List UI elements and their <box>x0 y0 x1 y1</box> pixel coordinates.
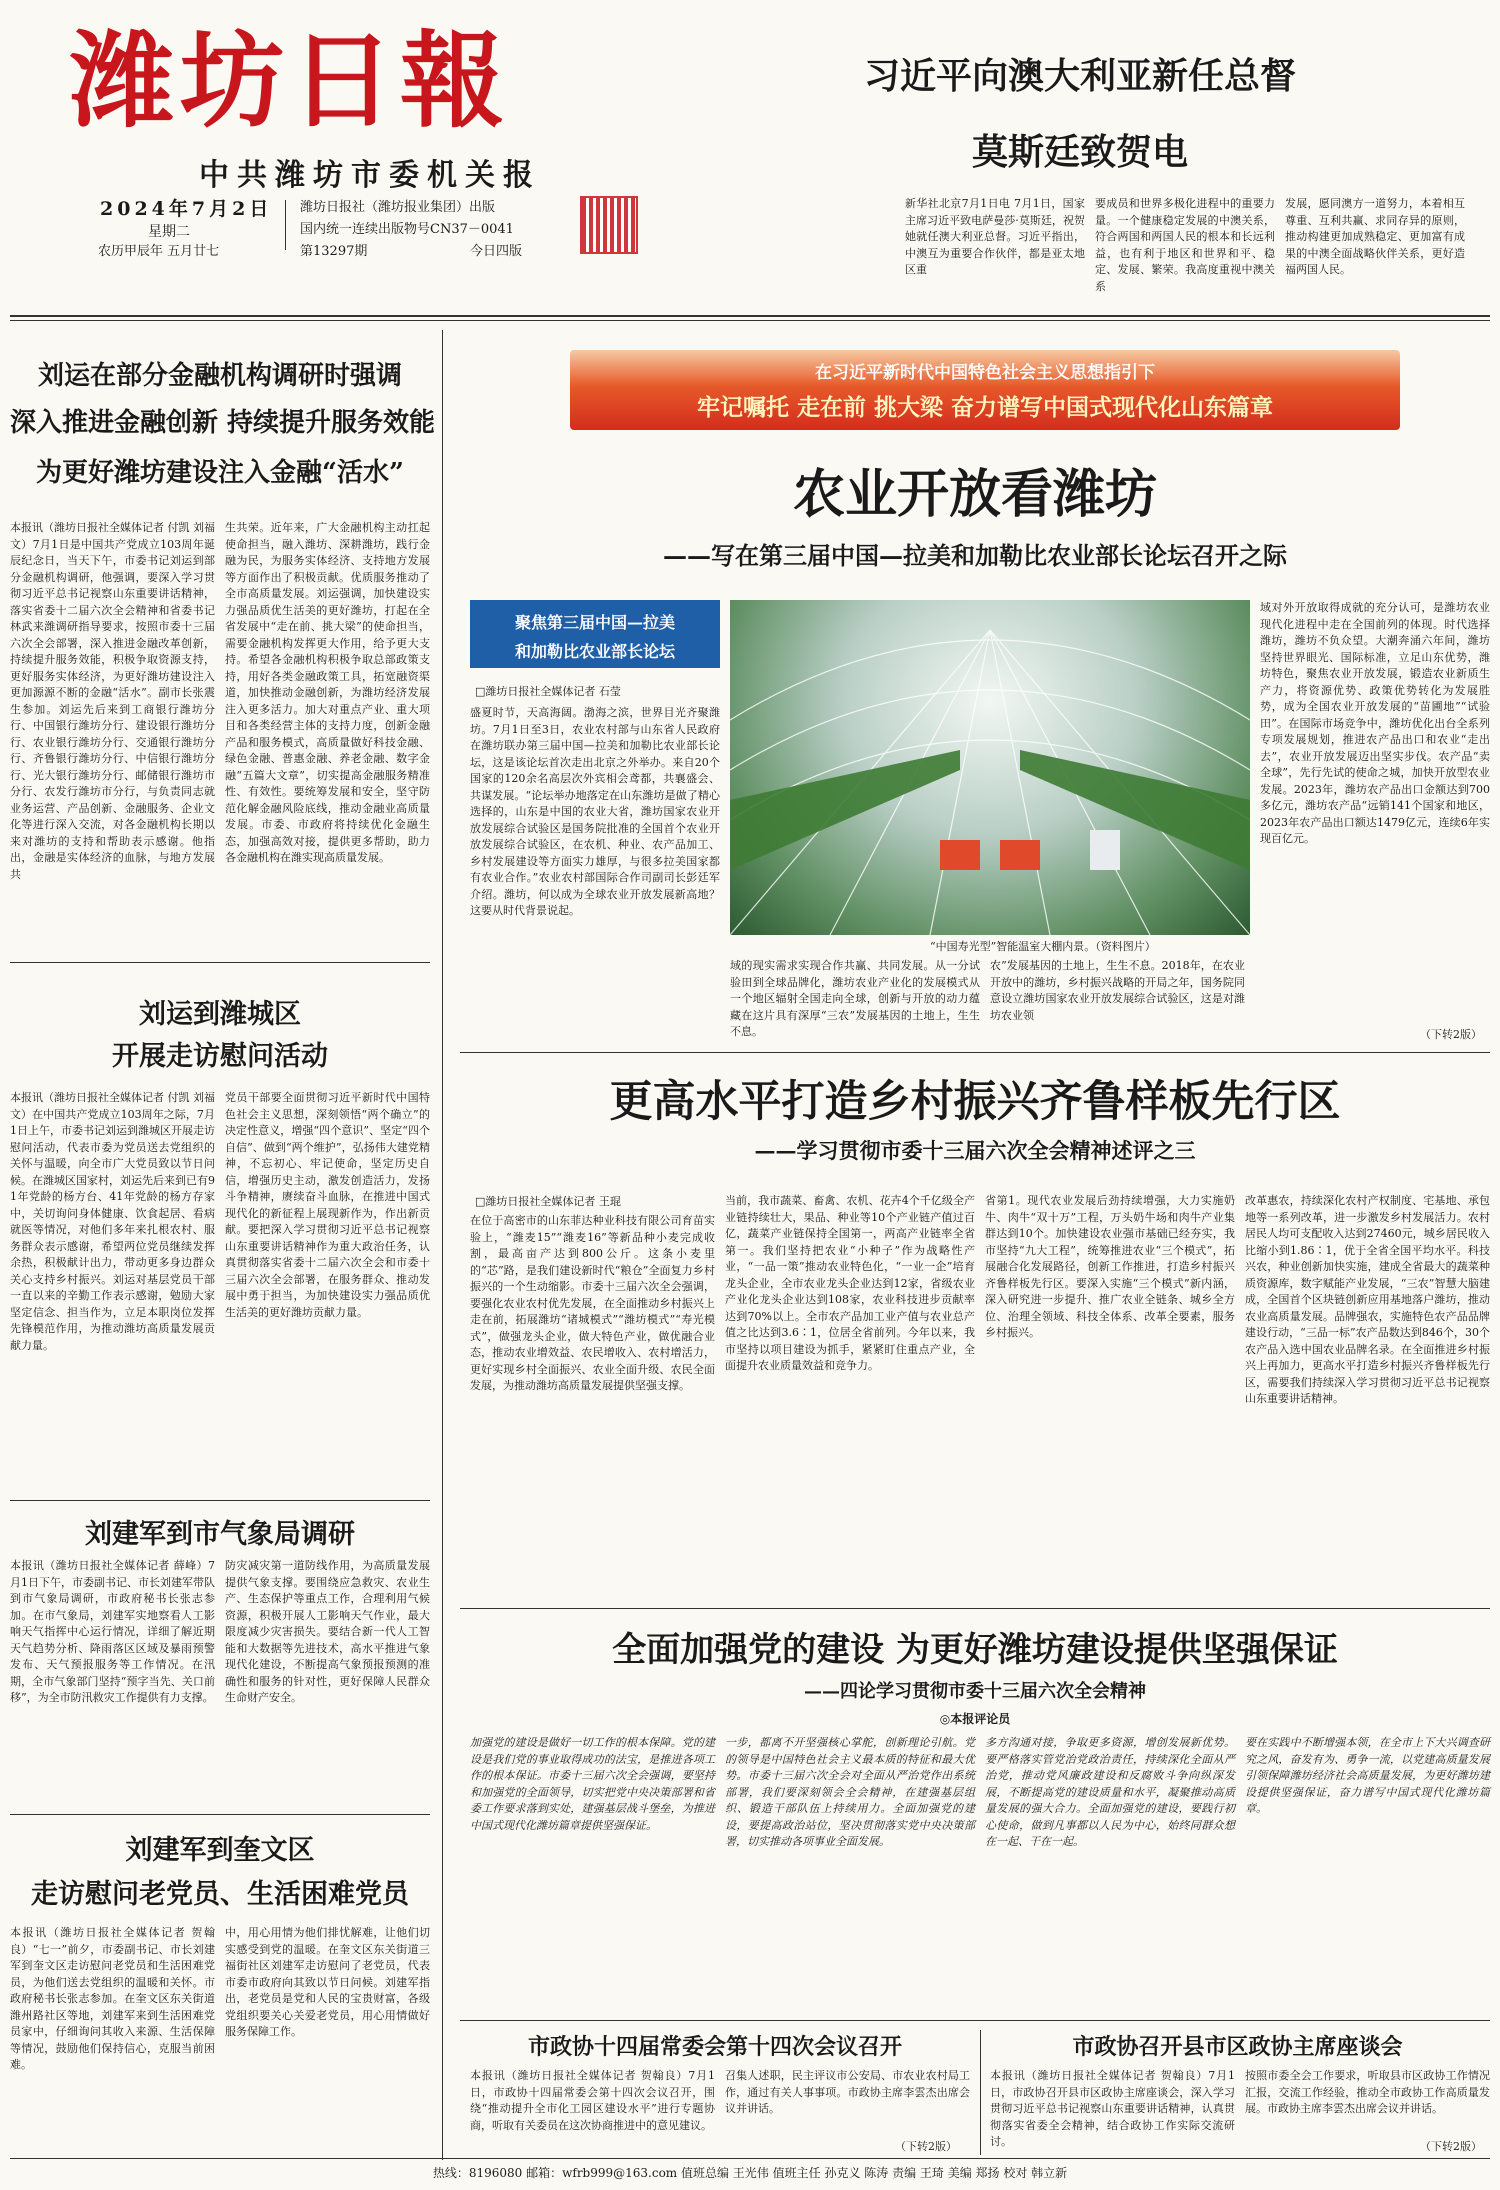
a8-col-2: 召集人述职，民主评议市公安局、市农业农村局工作，通过有关人事事项。市政协主席李雲杰出席会议并讲话。 <box>725 2069 970 2115</box>
a5-subheadline: ——写在第三届中国—拉美和加勒比农业部长论坛召开之际 <box>663 541 1287 570</box>
page-count: 今日四版 <box>470 244 523 259</box>
a7-byline: ◎本报评论员 <box>939 1712 1011 1726</box>
a4-headline-1: 刘建军到奎文区 <box>125 1835 315 1866</box>
a4-col-1: 本报讯（潍坊日报社全媒体记者 贺翰良）“七一”前夕，市委副书记、市长刘建军到奎文区走访慰问老党员和生活困难党员，为他们送去党组织的温暖和关怀。市政府秘书长张志参加。在奎文区东关街道潍州路社区等地，刘建军来到生活困难党员家中，仔细询问其收入来源、生活保障等情况，鼓励他们保持信心，克服当前困难。 <box>10 1926 215 2071</box>
qr-code-icon <box>580 196 638 254</box>
a5-col-4: 域对外开放取得成就的充分认可，是潍坊农业现代化进程中走在全国前列的体现。时代选择潍坊，潍坊不负众望。大潮奔涌六年间，潍坊坚持世界眼光、国际标准，立足山东优势，潍坊特色，聚焦农业开放发展，锻造农业新质生产力，将资源优势、政策优势转化为发展胜势，成为全国农业开放发展的“苗圃地”“试验田”。在国际市场竞争中，潍坊优化出台全系列专项发展规划，推进农产品出口和农业“走出去”，农业开放发展迈出坚实步伐。农产品“卖全球”，先行先试的使命之城，加快开放型农业发展。2023年，潍坊农产品出口金额达到700多亿元，潍坊农产品“远销141个国家和地区，2023年农产品出口额达1479亿元，连续6年实现百亿元。 <box>1260 601 1490 845</box>
a7-col-1: 加强党的建设是做好一切工作的根本保障。党的建设是我们党的事业取得成功的法宝，是推进各项工作的根本保证。市委十三届六次全会强调，要坚持和加强党的全面领导，切实把党中央决策部署和省委工作要求落到实处，建强基层战斗堡垒，为推进中国式现代化潍坊篇章提供坚强保证。 <box>470 1736 715 1832</box>
a7-col-2: 一步，都离不开坚强核心掌舵，创新理论引航。党的领导是中国特色社会主义最本质的特征和最大优势。市委十三届六次全会对全面从严治党作出系统部署，我们要深刻领会全会精神，在建强基层组织、锻造干部队伍上持续用力。全面加强党的建设，要提高政治站位，坚决贯彻落实党中央决策部署，切实推动各项事业全面发展。 <box>725 1736 975 1848</box>
a2-col-1: 本报讯（潍坊日报社全媒体记者 付凯 刘福文）在中国共产党成立103周年之际，7月1日上午，市委书记刘运到潍城区开展走访慰问活动，代表市委为党员送去党组织的关怀与温暖，向全市广大党员致以节日问候。在潍城区国家村，刘运先后来到已有91年党龄的杨方台、41年党龄的杨方存家中，关切询问身体健康、饮食起居、看病就医等情况，对他们多年来扎根农村、服务群众表示感谢，希望两位党员继续发挥余热，积极献计出力，带动更多身边群众关心支持乡村振兴。刘运对基层党员干部一直以来的辛勤工作表示感谢，勉励大家坚定信念、担当作为，立足本职岗位发挥先锋模范作用，为推动潍坊高质量发展贡献力量。 <box>10 1091 215 1352</box>
a9-col-2: 按照市委全会工作要求，听取县市区政协工作情况汇报，交流工作经验，推动全市政协工作高质量发展。市政协主席李雲杰出席会议并讲话。 <box>1245 2069 1490 2115</box>
a6-col-2: 当前，我市蔬菜、畜禽、农机、花卉4个千亿级全产业链持续壮大，果品、种业等10个产业链产值过百亿，蔬菜产业链保持全国第一，两高产业链率全省第一。我们坚持把农业“小种子”作为战略性产业，“一品一策”推动农业特色化，“一业一企”培育龙头企业，全市农业龙头企业达到12家，省级农业产业化龙头企业达到108家，农业科技进步贡献率达到70%以上。全市农产品加工业产值与农业总产值之比达到3.6∶1，位居全省前列。今年以来，我市坚持以项目建设为抓手，紧紧盯住重点产业，全面提升农业质量效益和竞争力。 <box>725 1194 975 1372</box>
a3-col-1: 本报讯（潍坊日报社全媒体记者 薛峰）7月1日下午，市委副书记、市长刘建军带队到市气象局调研，市政府秘书长张志参加。在市气象局，刘建军实地察看人工影响天气指挥中心运行情况，详细了解近期天气趋势分析、降雨落区区域及暴雨预警发布、天气预报服务等工作情况。在汛期，全市气象部门坚持“预字当先、关口前移”，为全市防汛救灾工作提供有力支撑。 <box>10 1559 215 1704</box>
greenhouse-photo <box>730 600 1250 935</box>
a1-headline-2: 深入推进金融创新 持续提升服务效能 <box>10 408 436 438</box>
a5-byline: □潍坊日报社全媒体记者 石莹 <box>475 685 621 698</box>
issue-date: 2024年7月2日 <box>100 198 273 220</box>
cn-number: 国内统一连续出版物号CN37－0041 <box>300 222 514 237</box>
a6-subheadline: ——学习贯彻市委十三届六次全会精神述评之三 <box>754 1138 1196 1163</box>
a9-headline: 市政协召开县市区政协主席座谈会 <box>1072 2034 1403 2060</box>
a6-col-4: 改革惠农，持续深化农村产权制度、宅基地、承包地等一系列改革，进一步激发乡村发展活力。农村居民人均可支配收入达到27460元，城乡居民收入比缩小到1.86∶1，优于全省全国平均水平。科技兴农，种业创新加快实施，建成全省最大的蔬菜种质资源库，数字赋能产业发展，“三农”智慧大脑建成，全国首个区块链创新应用基地落户潍坊，推动农业高质量发展。品牌强农，实施特色农产品品牌建设行动，“三品一标”农产品数达到846个，30个农产品入选中国农业品牌名录。在全面推进乡村振兴上再加力，更高水平打造乡村振兴齐鲁样板先行区，需要我们持续深入学习贯彻习近平总书记视察山东重要讲话精神。 <box>1245 1194 1490 1405</box>
a4-headline-2: 走访慰问老党员、生活困难党员 <box>31 1879 409 1910</box>
a1-col-2: 生共荣。近年来，广大金融机构主动扛起使命担当，融入潍坊、深耕潍坊，践行金融为民，为服务实体经济、支持地方发展等方面作出了积极贡献。优质服务推动了全市高质量发展。刘运强调，加快建设实力强品质优生活美的更好潍坊，打起在全省发展中“走在前、挑大梁”的使命担当，需要金融机构发挥更大作用，给予更大支持。希望各金融机构积极争取总部政策支持，用好各类金融政策工具，拓宽融资渠道，加快推动金融创新，为潍坊经济发展注入更多活力。加大对重点产业、重大项目和各类经营主体的支持力度，创新金融产品和服务模式，高质量做好科技金融、绿色金融、普惠金融、养老金融、数字金融“五篇大文章”，切实提高金融服务精准性、有效性。要统筹发展和安全，坚守防范化解金融风险底线，推动金融业高质量发展。市委、市政府将持续优化金融生态，加强高效对接，提供更多帮助，助力各金融机构在潍实现高质量发展。 <box>225 521 430 864</box>
a1-col-1: 本报讯（潍坊日报社全媒体记者 付凯 刘福文）7月1日是中国共产党成立103周年诞辰纪念日，当天下午，市委书记刘运到部分金融机构调研，他强调，要深入学习贯彻习近平总书记视察山东重要讲话精神，落实省委十二届六次全会精神和省委书记林武来潍调研指导要求，按照市委十三届六次全会部署，深入推进金融改革创新，持续提升服务效能，积极争取资源支持，更好服务实体经济，为更好潍坊建设注入更加源源不断的金融“活水”。副市长张震生参加。刘运先后来到工商银行潍坊分行、中国银行潍坊分行、建设银行潍坊分行、农业银行潍坊分行、交通银行潍坊分行、齐鲁银行潍坊分行、中信银行潍坊分行、光大银行潍坊分行、邮储银行潍坊市分行、农发行潍坊市分行，与负责同志就业务运营、产品创新、金融服务、企业文化等进行深入交流，对各金融机构长期以来对潍坊的支持和帮助表示感谢。他指出，金融是实体经济的血脉，与地方发展共 <box>10 521 215 881</box>
a5-col-3: 农”发展基因的土地上，生生不息。2018年，在农业开放中的潍坊，乡村振兴战略的开局之年，国务院同意设立潍坊国家农业开放发展综合试验区，这是对潍坊农业领 <box>990 959 1245 1022</box>
theme-banner-line-1: 在习近平新时代中国特色社会主义思想指引下 <box>815 363 1155 383</box>
masthead-subtitle: 中共潍坊市委机关报 <box>199 158 541 193</box>
publisher-line: 潍坊日报社（潍坊报业集团）出版 <box>300 200 496 215</box>
a9-jump: （下转2版） <box>1420 2140 1482 2153</box>
greenhouse-illustration <box>730 600 1250 935</box>
a3-headline: 刘建军到市气象局调研 <box>85 1519 355 1550</box>
a2-headline-1: 刘运到潍城区 <box>139 999 301 1030</box>
lunar-date: 农历甲辰年 五月廿七 <box>98 244 220 259</box>
issue-weekday: 星期二 <box>148 224 190 240</box>
top-col-3: 发展，愿同澳方一道努力，本着相互尊重、互利共赢、求同存异的原则，推动构建更加成熟稳定、更加富有成果的中澳全面战略伙伴关系，更好造福两国人民。 <box>1285 197 1465 276</box>
a4-col-2: 中，用心用情为他们排忧解难，让他们切实感受到党的温暖。在奎文区东关街道三福街社区刘建军走访慰问了老党员，代表市委市政府向其致以节日问候。刘建军指出，老党员是党和人民的宝贵财富，各级党组织要关心关爱老党员，用心用情做好服务保障工作。 <box>225 1926 430 2038</box>
a7-headline: 全面加强党的建设 为更好潍坊建设提供坚强保证 <box>612 1630 1338 1670</box>
a1-headline-1: 刘运在部分金融机构调研时强调 <box>37 361 402 391</box>
top-col-1: 新华社北京7月1日电 7月1日，国家主席习近平致电萨曼莎·莫斯廷，祝贺她就任澳大利亚总督。习近平指出，中澳互为重要合作伙伴，都是亚太地区重 <box>905 197 1085 276</box>
a5-headline: 农业开放看潍坊 <box>792 464 1157 525</box>
a6-headline: 更高水平打造乡村振兴齐鲁样板先行区 <box>609 1077 1341 1127</box>
a7-col-4: 要在实践中不断增强本领，在全市上下大兴调查研究之风，奋发有为、勇争一流，以党建高质量发展引领保障潍坊经济社会高质量发展，为更好潍坊建设提供坚强保证，奋力谱写中国式现代化潍坊篇章。 <box>1245 1736 1490 1815</box>
a2-col-2: 党员干部要全面贯彻习近平新时代中国特色社会主义思想，深刻领悟“两个确立”的决定性意义，增强“四个意识”、坚定“四个自信”、做到“两个维护”，弘扬伟大建党精神，不忘初心、牢记使命，坚定历史自信，增强历史主动，激发创造活力，发扬斗争精神，赓续奋斗血脉，在推进中国式现代化的新征程上展现新作为，作出新贡献。要把深入学习贯彻习近平总书记视察山东重要讲话精神作为重大政治任务，认真贯彻落实省委十二届六次全会和市委十三届六次全会部署，在服务群众、推动发展中勇于担当，为加快建设实力强品质优生活美的更好潍坊贡献力量。 <box>225 1091 430 1319</box>
a8-headline: 市政协十四届常委会第十四次会议召开 <box>527 2034 902 2060</box>
forum-tag-line-2: 和加勒比农业部长论坛 <box>514 642 675 661</box>
a2-headline-2: 开展走访慰问活动 <box>112 1041 328 1072</box>
a7-subheadline: ——四论学习贯彻市委十三届六次全会精神 <box>804 1681 1146 1702</box>
masthead-title: 潍坊日報 <box>70 19 511 142</box>
top-headline-1: 习近平向澳大利亚新任总督 <box>863 55 1296 97</box>
a6-byline: □潍坊日报社全媒体记者 王琨 <box>475 1195 621 1208</box>
photo-caption: “中国寿光型”智能温室大棚内景。（资料图片） <box>930 940 1156 953</box>
a5-col-1: 盛夏时节，天高海阔。渤海之滨，世界目光齐聚潍坊。7月1日至3日，农业农村部与山东省人民政府在潍坊联办第三届中国—拉美和加勒比农业部长论坛，这是该论坛首次走出北京之外举办。来自20个国家的120余名高层次外宾相会鸢都，共襄盛会、共谋发展。“论坛举办地落定在山东潍坊是做了精心选择的，山东是中国的农业大省，潍坊国家农业开放发展综合试验区是国务院批准的全国首个农业开放发展综合试验区，在农机、种业、农产品加工、乡村发展建设等方面实力雄厚，与很多拉美国家都有农业合作。”农业农村部国际合作司副司长彭廷军介绍。潍坊，何以成为全球农业开放发展新高地？这要从时代背景说起。 <box>470 706 720 917</box>
a8-col-1: 本报讯（潍坊日报社全媒体记者 贺翰良）7月1日，市政协十四届常委会第十四次会议召开，围绕“推动提升全市化工园区建设水平”进行专题协商，听取有关委员在这次协商推进中的意见建议。 <box>470 2069 715 2132</box>
top-headline-2: 莫斯廷致贺电 <box>971 131 1188 173</box>
a9-col-1: 本报讯（潍坊日报社全媒体记者 贺翰良）7月1日，市政协召开县市区政协主席座谈会，深入学习贯彻习近平总书记视察山东重要讲话精神，认真贯彻落实省委全会精神，结合政协工作实际交流研讨。 <box>990 2069 1235 2148</box>
a3-col-2: 防灾减灾第一道防线作用，为高质量发展提供气象支撑。要围绕应急救灾、农业生产、生态保护等重点工作，合理利用气候资源，积极开展人工影响天气作业，最大限度减少灾害损失。要结合新一代人工智能和大数据等先进技术，高水平推进气象现代化建设，不断提高气象预报预测的准确性和服务的针对性，更好保障人民群众生命财产安全。 <box>225 1559 430 1704</box>
a1-headline-3: 为更好潍坊建设注入金融“活水” <box>36 458 404 488</box>
forum-tag <box>470 600 720 668</box>
page-footer: 热线：8196080 邮箱：wfrb999@163.com 值班总编 王光伟 值班主任 孙克义 陈涛 责编 王琦 美编 郑扬 校对 韩立新 <box>432 2166 1068 2180</box>
a5-col-2: 域的现实需求实现合作共赢、共同发展。从一分试验田到全球品牌化，潍坊农业产业化的发展模式从一个地区辐射全国走向全球，创新与开放的动力蕴藏在这片具有深厚“三农”发展基因的土地上，生生不息。 <box>730 959 980 1038</box>
a5-jump: （下转2版） <box>1420 1028 1482 1041</box>
a7-col-3: 多方沟通对接，争取更多资源，增创发展新优势。要严格落实管党治党政治责任，持续深化全面从严治党，推动党风廉政建设和反腐败斗争向纵深发展，不断提高党的建设质量和水平，凝聚推动高质量发展的强大合力。全面加强党的建设，要践行初心使命，做到凡事都以人民为中心，始终同群众想在一起、干在一起。 <box>985 1736 1235 1848</box>
forum-tag-line-1: 聚焦第三届中国—拉美 <box>514 613 675 632</box>
theme-banner-line-2: 牢记嘱托 走在前 挑大梁 奋力谱写中国式现代化山东篇章 <box>696 394 1274 421</box>
a6-col-1: 在位于高密市的山东菲达种业科技有限公司育苗实验上，“潍麦15”“潍麦16”等新品种小麦完成收割，最高亩产达到800公斤。这条小麦里的“芯”路，是我们建设新时代“粮仓”全面复力乡村振兴的一个生动缩影。市委十三届六次全会强调，要强化农业农村优先发展，在全面推动乡村振兴上走在前，拓展潍坊“诸城模式”“潍坊模式”“寿光模式”，做强龙头企业，做大特色产业，做优融合业态，推动农业增效益、农民增收入、农村增活力，更好实现乡村全面振兴、农业全面升级、农民全面发展，为推动潍坊高质量发展提供坚强支撑。 <box>470 1214 715 1392</box>
top-col-2: 要成员和世界多极化进程中的重要力量。一个健康稳定发展的中澳关系，符合两国和两国人民的根本和长远利益，也有利于地区和世界和平、稳定、发展、繁荣。我高度重视中澳关系 <box>1095 197 1275 293</box>
a6-col-3: 省第1。现代农业发展后劲持续增强，大力实施奶牛、肉牛“双十万”工程，万头奶牛场和肉牛产业集群达到10个。加快建设农业强市基础已经夯实，我市坚持“九大工程”，统筹推进农业“三个模式”，拓展融合化发展路径，创新工作推进，打造乡村振兴齐鲁样板先行区。要深入实施“三个模式”新内涵，深入研究进一步提升、推广农业全链条、城乡全方位、治理全领域、科技全体系、改革全要素，服务乡村振兴。 <box>985 1194 1235 1339</box>
a8-jump: （下转2版） <box>895 2140 957 2153</box>
issue-number: 第13297期 <box>300 244 368 259</box>
theme-banner <box>570 350 1400 430</box>
